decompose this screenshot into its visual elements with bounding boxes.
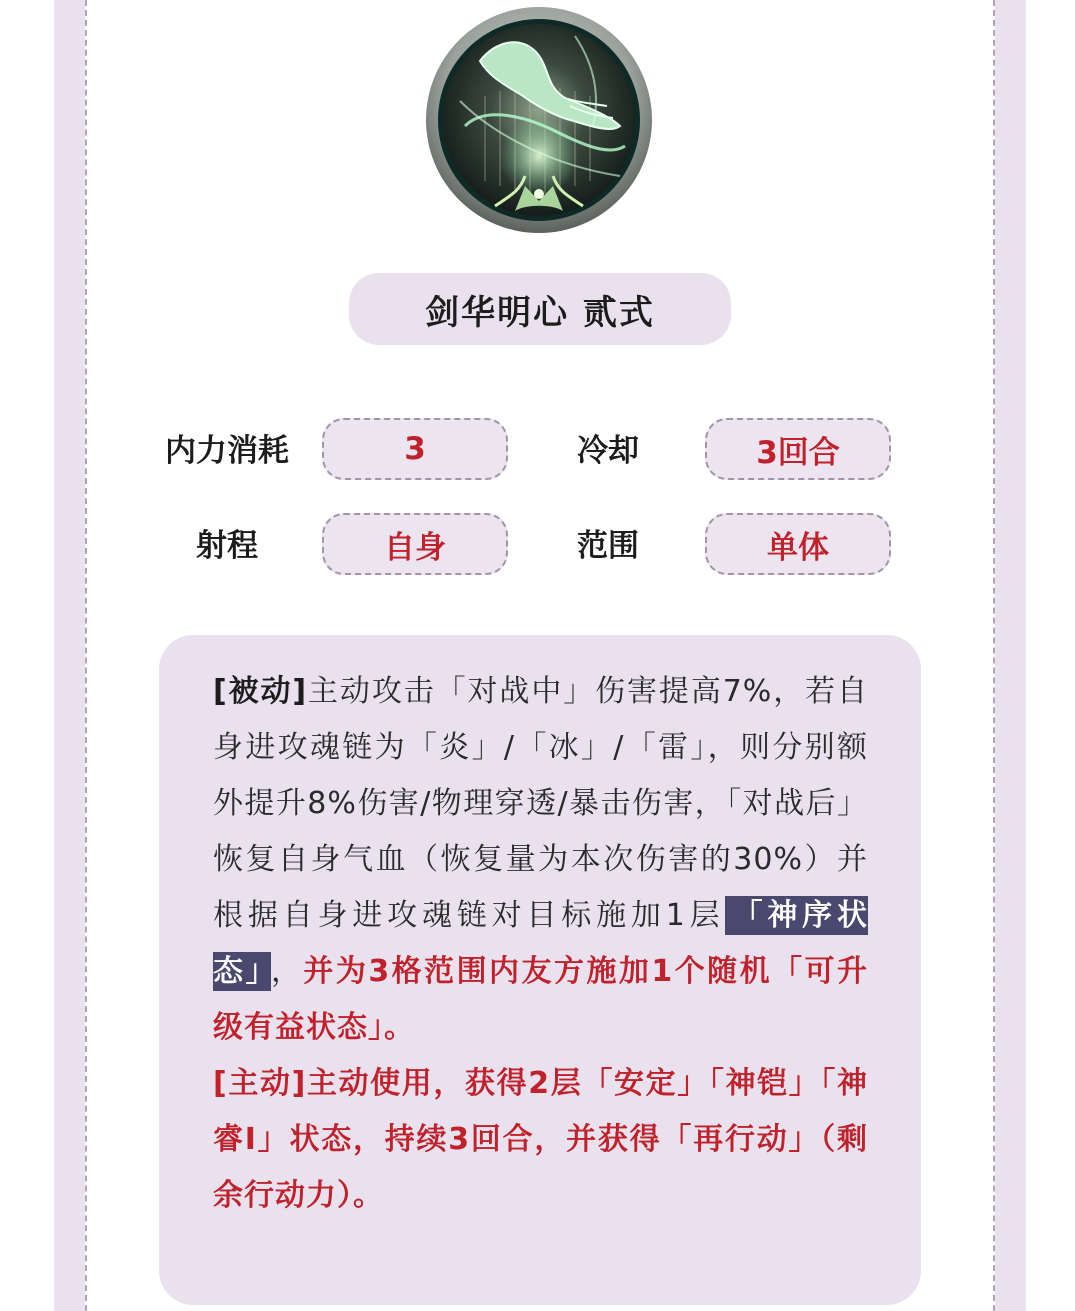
stat-value-range: 自身: [322, 513, 508, 575]
stat-label-range: 射程: [196, 528, 258, 564]
stat-label-cooldown: 冷却: [577, 433, 639, 469]
right-border-band: [995, 0, 1026, 1311]
stat-label-area: 范围: [577, 528, 639, 564]
skill-title: 剑华明心 贰式: [349, 273, 731, 345]
passive-tag: [被动]: [213, 674, 308, 709]
stat-label-cost: 内力消耗: [165, 433, 289, 469]
passive-description: 主动攻击「对战中」伤害提高7%，若自身进攻魂链为「炎」/「冰」/「雷」，则分别额外提升8%伤害/物理穿透/暴击伤害，「对战后」恢复自身气血（恢复量为本次伤害的30%）并根据自身进攻魂链对目标施加1层: [213, 674, 869, 933]
stat-value-cooldown: 3回合: [705, 418, 891, 480]
right-dashed-divider: [993, 0, 995, 1311]
passive-ally-effect: 并为3格范围内友方施加1个随机「可升级有益状态」。: [213, 954, 869, 1045]
skill-description: [213, 664, 868, 1224]
stat-value-area: 单体: [705, 513, 891, 575]
left-border-band: [54, 0, 85, 1311]
stat-value-cost: 3: [322, 418, 508, 480]
glowing-hand-skill-icon: [425, 6, 653, 234]
active-description: [主动]主动使用，获得2层「安定」「神铠」「神睿Ⅰ」状态，持续3回合，并获得「再行动」（剩余行动力）。: [213, 1066, 868, 1213]
comma: ，: [270, 954, 304, 989]
divine-order-state-highlight: 「神序状态」: [213, 898, 868, 989]
left-dashed-divider: [85, 0, 87, 1311]
